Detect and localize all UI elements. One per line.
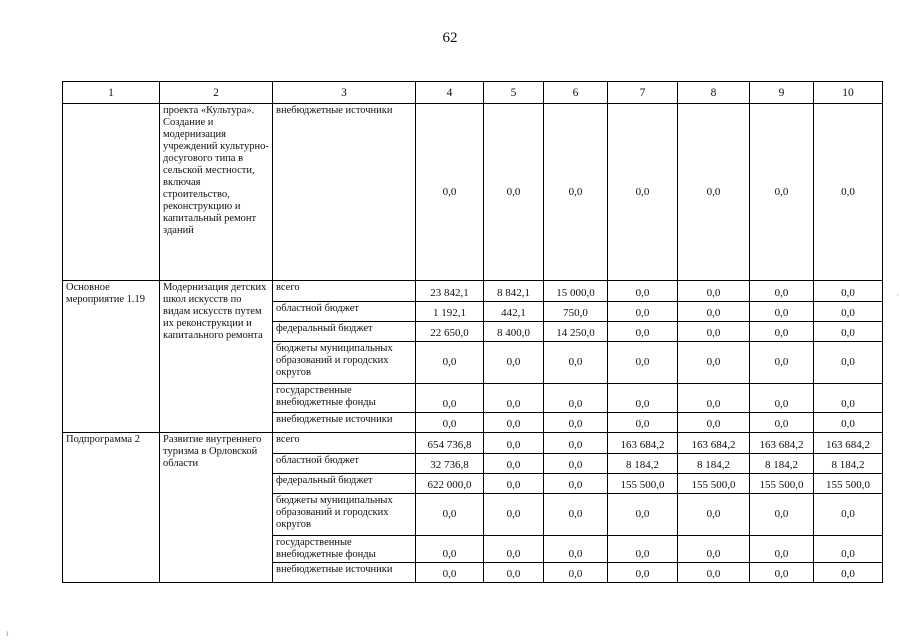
amount-cell: 0,0 — [608, 322, 678, 342]
amount-cell: 0,0 — [608, 563, 678, 583]
column-number-row — [63, 82, 883, 104]
amount-cell: 8 184,2 — [678, 454, 750, 474]
amount-cell: 442,1 — [484, 302, 544, 322]
table-row — [63, 281, 883, 302]
amount-cell: 23 842,1 — [416, 281, 484, 302]
funding-source-cell: областной бюджет — [273, 302, 416, 322]
funding-source-cell: всего — [273, 433, 416, 454]
amount-cell: 0,0 — [416, 342, 484, 384]
activity-name-cell: проекта «Культура». Создание и модернизация учреждений культурно-досугового типа в сельской местности, включая строительство, реконструкцию и капитальный ремонт зданий — [160, 104, 273, 281]
amount-cell: 0,0 — [608, 281, 678, 302]
amount-cell: 0,0 — [750, 281, 814, 302]
page-number: 62 — [442, 30, 458, 46]
amount-cell: 0,0 — [608, 494, 678, 536]
amount-cell: 0,0 — [544, 474, 608, 494]
amount-cell: 0,0 — [544, 563, 608, 583]
amount-cell: 8 842,1 — [484, 281, 544, 302]
amount-cell: 0,0 — [484, 384, 544, 413]
amount-cell: 654 736,8 — [416, 433, 484, 454]
scan-edge-mark: · — [896, 290, 899, 300]
amount-cell: 0,0 — [544, 433, 608, 454]
amount-cell: 0,0 — [814, 281, 883, 302]
amount-cell: 0,0 — [750, 322, 814, 342]
amount-cell: 0,0 — [608, 342, 678, 384]
amount-cell: 155 500,0 — [678, 474, 750, 494]
amount-cell: 0,0 — [484, 494, 544, 536]
amount-cell: 0,0 — [416, 384, 484, 413]
funding-source-cell: внебюджетные источники — [273, 563, 416, 583]
amount-cell: 0,0 — [484, 104, 544, 281]
program-cell: Подпрограмма 2 — [63, 433, 160, 583]
amount-cell: 0,0 — [608, 302, 678, 322]
column-header: 2 — [160, 82, 273, 104]
scan-corner-mark: ı — [6, 628, 9, 638]
amount-cell: 750,0 — [544, 302, 608, 322]
amount-cell: 0,0 — [750, 413, 814, 433]
funding-source-cell: федеральный бюджет — [273, 322, 416, 342]
amount-cell: 0,0 — [416, 563, 484, 583]
amount-cell: 0,0 — [484, 454, 544, 474]
amount-cell: 0,0 — [750, 536, 814, 563]
program-cell: Основное мероприятие 1.19 — [63, 281, 160, 433]
amount-cell: 0,0 — [544, 342, 608, 384]
amount-cell: 8 184,2 — [750, 454, 814, 474]
column-header: 4 — [416, 82, 484, 104]
amount-cell: 155 500,0 — [814, 474, 883, 494]
amount-cell: 155 500,0 — [750, 474, 814, 494]
amount-cell: 163 684,2 — [750, 433, 814, 454]
amount-cell: 8 184,2 — [814, 454, 883, 474]
amount-cell: 0,0 — [814, 413, 883, 433]
amount-cell: 14 250,0 — [544, 322, 608, 342]
table-row — [63, 433, 883, 454]
amount-cell: 0,0 — [608, 413, 678, 433]
document-table-container — [62, 81, 883, 583]
amount-cell: 0,0 — [678, 536, 750, 563]
amount-cell: 0,0 — [678, 494, 750, 536]
amount-cell: 163 684,2 — [814, 433, 883, 454]
amount-cell: 22 650,0 — [416, 322, 484, 342]
amount-cell: 0,0 — [484, 474, 544, 494]
activity-name-cell: Модернизация детских школ искусств по видам искусств путем их реконструкции и капитального ремонта — [160, 281, 273, 433]
amount-cell: 0,0 — [544, 454, 608, 474]
amount-cell: 0,0 — [678, 413, 750, 433]
amount-cell: 0,0 — [678, 322, 750, 342]
amount-cell: 0,0 — [544, 494, 608, 536]
amount-cell: 0,0 — [750, 563, 814, 583]
amount-cell: 1 192,1 — [416, 302, 484, 322]
amount-cell: 0,0 — [678, 302, 750, 322]
column-header: 9 — [750, 82, 814, 104]
amount-cell: 0,0 — [750, 384, 814, 413]
amount-cell: 0,0 — [484, 536, 544, 563]
funding-source-cell: внебюджетные источники — [273, 413, 416, 433]
amount-cell: 622 000,0 — [416, 474, 484, 494]
amount-cell: 15 000,0 — [544, 281, 608, 302]
column-header: 5 — [484, 82, 544, 104]
funding-source-cell: бюджеты муниципальных образований и городских округов — [273, 494, 416, 536]
amount-cell: 0,0 — [544, 384, 608, 413]
amount-cell: 0,0 — [484, 413, 544, 433]
amount-cell: 0,0 — [484, 433, 544, 454]
table-body — [63, 104, 883, 583]
amount-cell: 0,0 — [814, 104, 883, 281]
amount-cell: 0,0 — [678, 342, 750, 384]
funding-source-cell: федеральный бюджет — [273, 474, 416, 494]
amount-cell: 155 500,0 — [608, 474, 678, 494]
amount-cell: 0,0 — [678, 281, 750, 302]
amount-cell: 0,0 — [814, 536, 883, 563]
funding-source-cell: областной бюджет — [273, 454, 416, 474]
funding-source-cell: бюджеты муниципальных образований и городских округов — [273, 342, 416, 384]
column-header: 10 — [814, 82, 883, 104]
amount-cell: 0,0 — [608, 104, 678, 281]
amount-cell: 0,0 — [814, 342, 883, 384]
funding-source-cell: государственные внебюджетные фонды — [273, 384, 416, 413]
column-header: 8 — [678, 82, 750, 104]
amount-cell: 0,0 — [484, 563, 544, 583]
amount-cell: 32 736,8 — [416, 454, 484, 474]
amount-cell: 0,0 — [678, 563, 750, 583]
amount-cell: 0,0 — [416, 494, 484, 536]
budget-table — [62, 81, 883, 583]
column-header: 7 — [608, 82, 678, 104]
program-cell — [63, 104, 160, 281]
amount-cell: 0,0 — [678, 384, 750, 413]
amount-cell: 0,0 — [608, 536, 678, 563]
amount-cell: 0,0 — [678, 104, 750, 281]
funding-source-cell: государственные внебюджетные фонды — [273, 536, 416, 563]
amount-cell: 0,0 — [484, 342, 544, 384]
funding-source-cell: внебюджетные источники — [273, 104, 416, 281]
amount-cell: 8 400,0 — [484, 322, 544, 342]
amount-cell: 0,0 — [750, 342, 814, 384]
table-row — [63, 104, 883, 281]
amount-cell: 0,0 — [416, 104, 484, 281]
amount-cell: 0,0 — [814, 384, 883, 413]
amount-cell: 163 684,2 — [678, 433, 750, 454]
amount-cell: 0,0 — [750, 104, 814, 281]
amount-cell: 0,0 — [544, 536, 608, 563]
amount-cell: 0,0 — [750, 302, 814, 322]
column-header: 6 — [544, 82, 608, 104]
amount-cell: 0,0 — [750, 494, 814, 536]
funding-source-cell: всего — [273, 281, 416, 302]
amount-cell: 0,0 — [814, 494, 883, 536]
amount-cell: 0,0 — [416, 413, 484, 433]
column-header: 1 — [63, 82, 160, 104]
amount-cell: 0,0 — [544, 413, 608, 433]
amount-cell: 163 684,2 — [608, 433, 678, 454]
amount-cell: 8 184,2 — [608, 454, 678, 474]
column-header: 3 — [273, 82, 416, 104]
amount-cell: 0,0 — [544, 104, 608, 281]
activity-name-cell: Развитие внутреннего туризма в Орловской области — [160, 433, 273, 583]
amount-cell: 0,0 — [608, 384, 678, 413]
amount-cell: 0,0 — [416, 536, 484, 563]
amount-cell: 0,0 — [814, 302, 883, 322]
amount-cell: 0,0 — [814, 322, 883, 342]
amount-cell: 0,0 — [814, 563, 883, 583]
